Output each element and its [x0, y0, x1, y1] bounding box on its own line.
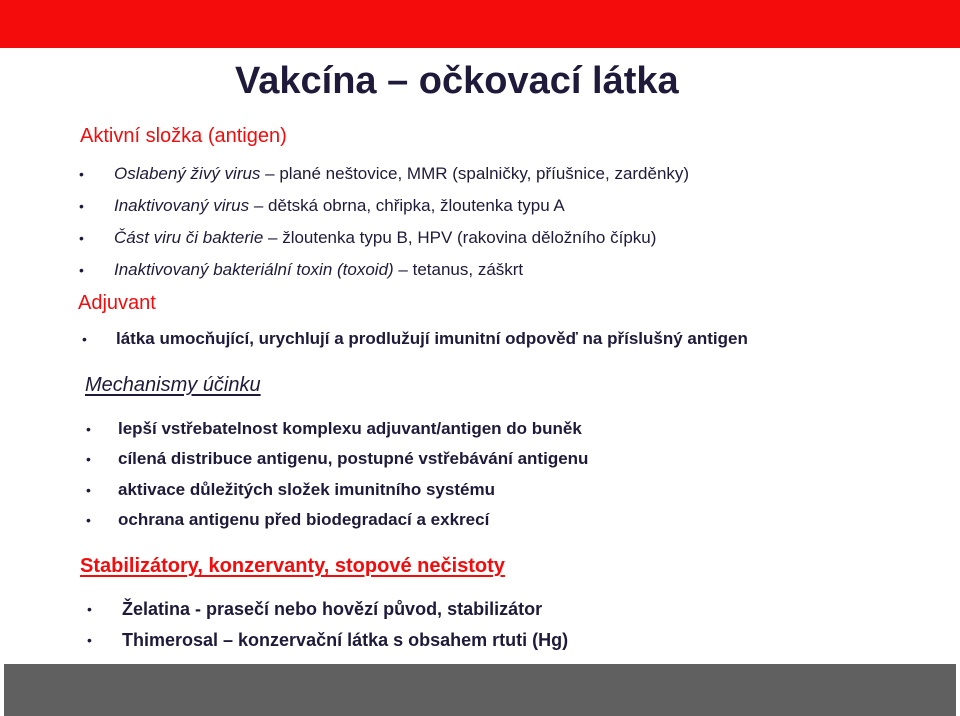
bullet: • [79, 166, 84, 182]
active-item-2: Inaktivovaný virus – dětská obrna, chřipka, žloutenka typu A [114, 196, 565, 215]
bullet: • [87, 601, 92, 617]
adjuvant-item-1: látka umocňující, urychlují a prodlužují imunitní odpověď na příslušný antigen [116, 329, 748, 348]
bullet: • [82, 331, 87, 347]
mechanism-item-3: aktivace důležitých složek imunitního systému [118, 480, 495, 499]
heading-mechanism: Mechanismy účinku [85, 374, 261, 396]
bullet: • [86, 451, 91, 467]
bullet: • [86, 482, 91, 498]
mechanism-item-2: cílená distribuce antigenu, postupné vstřebávání antigenu [118, 449, 589, 468]
bullet: • [79, 230, 84, 246]
bullet: • [79, 262, 84, 278]
bullet: • [86, 421, 91, 437]
active-item-4: Inaktivovaný bakteriální toxin (toxoid) – tetanus, záškrt [114, 260, 524, 279]
top-accent-bar [0, 0, 960, 48]
bullet: • [87, 632, 92, 648]
heading-stabilizers: Stabilizátory, konzervanty, stopové nečistoty [80, 555, 505, 577]
bottom-footer-bar [4, 664, 956, 716]
slide-title: Vakcína – očkovací látka [235, 60, 679, 102]
bullet: • [79, 198, 84, 214]
mechanism-item-4: ochrana antigenu před biodegradací a exkrecí [118, 510, 490, 529]
mechanism-item-1: lepší vstřebatelnost komplexu adjuvant/antigen do buněk [118, 419, 582, 438]
bullet: • [86, 512, 91, 528]
heading-active-component: Aktivní složka (antigen) [80, 125, 287, 147]
stabilizer-item-1: Želatina - prasečí nebo hovězí původ, stabilizátor [122, 599, 543, 619]
heading-adjuvant: Adjuvant [78, 292, 156, 314]
stabilizer-item-2: Thimerosal – konzervační látka s obsahem rtuti (Hg) [122, 630, 569, 650]
active-item-3: Část viru či bakterie – žloutenka typu B, HPV (rakovina děložního čípku) [114, 228, 657, 247]
active-item-1: Oslabený živý virus – plané neštovice, MMR (spalničky, příušnice, zarděnky) [114, 164, 690, 183]
